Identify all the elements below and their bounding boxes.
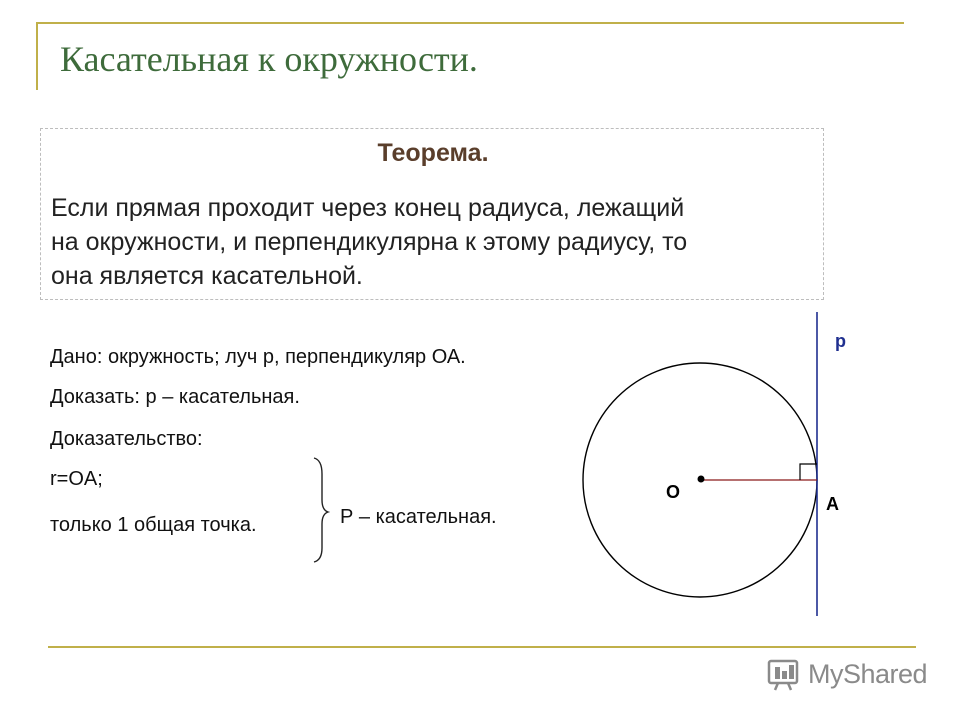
line-label-p: p <box>835 331 846 351</box>
myshared-logo-icon <box>766 657 802 691</box>
watermark-text: MyShared <box>808 658 928 689</box>
point-label-a: A <box>826 494 839 514</box>
watermark <box>766 656 927 692</box>
given-text: Дано: окружность; луч р, перпендикуляр ОА. <box>50 346 466 368</box>
proof-step-1: r=OA; <box>50 468 103 490</box>
bottom-rule <box>48 646 916 648</box>
conclusion-text: Р – касательная. <box>340 506 497 528</box>
theorem-line-3: она является касательной. <box>51 262 363 290</box>
slide-title: Касательная к окружности. <box>60 39 478 79</box>
right-angle-marker <box>800 464 817 480</box>
curly-brace <box>314 458 328 562</box>
theorem-line-2: на окружности, и перпендикулярна к этому радиусу, то <box>51 228 688 256</box>
center-label-o: O <box>666 482 681 502</box>
prove-text: Доказать: р – касательная. <box>50 386 300 408</box>
proof-label: Доказательство: <box>50 428 203 450</box>
theorem-line-1: Если прямая проходит через конец радиуса, лежащий <box>51 194 685 222</box>
proof-step-2: только 1 общая точка. <box>50 514 257 536</box>
center-point <box>698 476 705 483</box>
theorem-heading: Теорема. <box>377 139 489 167</box>
